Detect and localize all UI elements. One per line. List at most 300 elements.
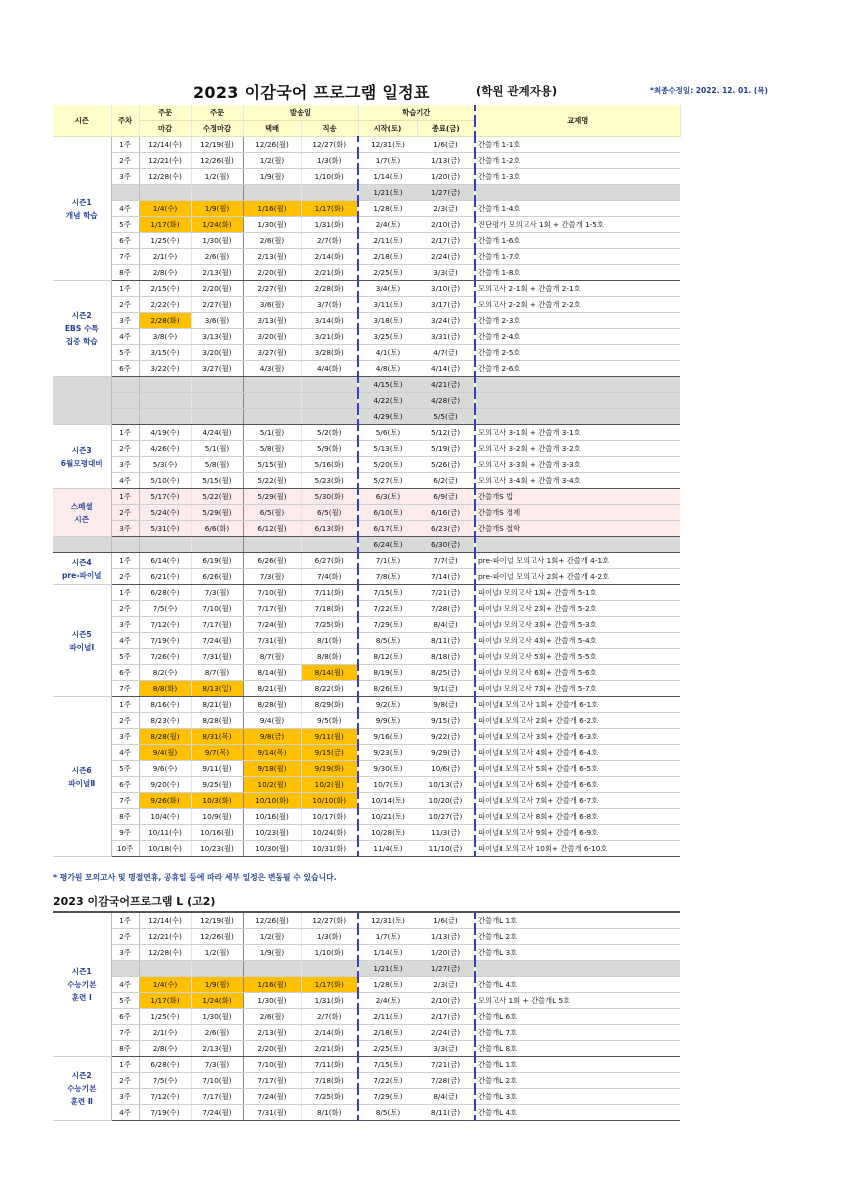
order-deadline-cell: 5/24(수) <box>139 505 191 521</box>
end-date-cell: 10/27(금) <box>417 809 475 825</box>
start-date-cell: 6/10(토) <box>358 505 417 521</box>
modify-deadline-cell: 1/9(월) <box>191 977 243 993</box>
end-date-cell: 1/6(금) <box>417 137 475 153</box>
order-deadline-cell: 12/14(수) <box>139 137 191 153</box>
week-cell <box>111 961 139 977</box>
schedule-row <box>53 977 680 993</box>
week-cell: 1주 <box>111 697 139 713</box>
schedule-row <box>53 217 680 233</box>
modify-deadline-cell: 8/21(월) <box>191 697 243 713</box>
blank-week-row <box>53 377 680 393</box>
end-date-cell: 1/13(금) <box>417 929 475 945</box>
season-label-line: 훈련 Ⅰ <box>71 993 92 1002</box>
start-date-cell: 9/30(토) <box>358 761 417 777</box>
order-deadline-cell: 2/1(수) <box>139 1025 191 1041</box>
start-date-cell: 8/5(토) <box>358 633 417 649</box>
week-cell: 7주 <box>111 1025 139 1041</box>
schedule-row <box>53 825 680 841</box>
week-cell: 5주 <box>111 649 139 665</box>
schedule-row <box>53 489 680 505</box>
order-deadline-cell <box>139 409 191 425</box>
material-cell: 모의고사 2-1회 + 간쓸개 2-1호 <box>475 281 680 297</box>
material-cell <box>475 185 680 201</box>
start-date-cell: 2/25(토) <box>358 1041 417 1057</box>
start-date-cell: 7/15(토) <box>358 585 417 601</box>
order-deadline-cell: 6/28(수) <box>139 585 191 601</box>
season-label-line: 시즌2 <box>71 1071 92 1080</box>
order-deadline-cell: 5/3(수) <box>139 457 191 473</box>
direct-ship-cell: 7/25(화) <box>301 1089 358 1105</box>
modify-deadline-cell <box>191 377 243 393</box>
material-cell: 모의고사 1회 + 간쓸개L 5호 <box>475 993 680 1009</box>
week-cell: 5주 <box>111 761 139 777</box>
direct-ship-cell: 6/5(월) <box>301 505 358 521</box>
season-label-line: 스페셜 <box>70 501 93 511</box>
season-label-line: 시즌4 <box>71 557 92 567</box>
blank-week-row <box>53 537 680 553</box>
blank-week-row <box>53 409 680 425</box>
order-deadline-cell: 7/12(수) <box>139 617 191 633</box>
start-date-cell: 8/26(토) <box>358 681 417 697</box>
end-date-cell: 5/26(금) <box>417 457 475 473</box>
start-date-cell: 7/1(토) <box>358 553 417 569</box>
end-date-cell: 2/3(금) <box>417 201 475 217</box>
season-label-line: 6월모평대비 <box>60 458 103 468</box>
material-cell: 모의고사 3-2회 + 간쓸개 3-2호 <box>475 441 680 457</box>
material-cell: 파이널Ⅱ 모의고사 9회+ 간쓸개 6-9호 <box>475 825 680 841</box>
schedule-row <box>53 569 680 585</box>
header-season: 시즌 <box>53 105 111 137</box>
direct-ship-cell: 10/2(월) <box>301 777 358 793</box>
end-date-cell: 7/7(금) <box>417 553 475 569</box>
schedule-row <box>53 201 680 217</box>
end-date-cell: 3/3(금) <box>417 265 475 281</box>
modify-deadline-cell: 9/25(월) <box>191 777 243 793</box>
material-cell: 파이널Ⅱ 모의고사 4회+ 간쓸개 6-4호 <box>475 745 680 761</box>
order-deadline-cell: 6/28(수) <box>139 1057 191 1073</box>
order-deadline-cell: 2/15(수) <box>139 281 191 297</box>
modify-deadline-cell: 12/26(월) <box>191 929 243 945</box>
week-cell: 2주 <box>111 569 139 585</box>
order-deadline-cell: 7/5(수) <box>139 601 191 617</box>
modify-deadline-cell: 5/29(월) <box>191 505 243 521</box>
direct-ship-cell: 5/16(화) <box>301 457 358 473</box>
direct-ship-cell <box>301 377 358 393</box>
week-cell: 4주 <box>111 473 139 489</box>
courier-ship-cell: 2/6(월) <box>243 1009 301 1025</box>
order-deadline-cell: 8/8(화) <box>139 681 191 697</box>
direct-ship-cell <box>301 409 358 425</box>
week-cell: 1주 <box>111 281 139 297</box>
header-modify-1: 주문 <box>191 105 243 121</box>
week-cell: 10주 <box>111 841 139 857</box>
courier-ship-cell: 2/20(월) <box>243 265 301 281</box>
modify-deadline-cell: 1/24(화) <box>191 217 243 233</box>
schedule-row <box>53 793 680 809</box>
modify-deadline-cell: 2/20(월) <box>191 281 243 297</box>
material-cell: 간쓸개S 경제 <box>475 505 680 521</box>
start-date-cell: 4/29(토) <box>358 409 417 425</box>
end-date-cell: 4/7(금) <box>417 345 475 361</box>
courier-ship-cell: 1/9(월) <box>243 945 301 961</box>
modify-deadline-cell: 7/3(월) <box>191 1057 243 1073</box>
end-date-cell: 3/31(금) <box>417 329 475 345</box>
direct-ship-cell: 1/3(화) <box>301 929 358 945</box>
end-date-cell: 8/18(금) <box>417 649 475 665</box>
modify-deadline-cell: 3/6(월) <box>191 313 243 329</box>
schedule-row <box>53 1009 680 1025</box>
courier-ship-cell: 10/23(월) <box>243 825 301 841</box>
material-cell: 간쓸개 1-8호 <box>475 265 680 281</box>
direct-ship-cell: 8/8(화) <box>301 649 358 665</box>
start-date-cell: 5/13(토) <box>358 441 417 457</box>
material-cell: 간쓸개L 3호 <box>475 945 680 961</box>
schedule-row <box>53 841 680 857</box>
direct-ship-cell: 8/14(월) <box>301 665 358 681</box>
direct-ship-cell: 4/4(화) <box>301 361 358 377</box>
direct-ship-cell <box>301 185 358 201</box>
material-cell: 간쓸개L 7호 <box>475 1025 680 1041</box>
end-date-cell: 8/4(금) <box>417 1089 475 1105</box>
courier-ship-cell <box>243 185 301 201</box>
end-date-cell: 3/10(금) <box>417 281 475 297</box>
start-date-cell: 4/1(토) <box>358 345 417 361</box>
end-date-cell: 2/24(금) <box>417 249 475 265</box>
end-date-cell: 11/3(금) <box>417 825 475 841</box>
week-cell: 2주 <box>111 929 139 945</box>
end-date-cell: 5/5(금) <box>417 409 475 425</box>
season-label-line: 파이널Ⅰ <box>69 642 95 652</box>
direct-ship-cell: 3/14(화) <box>301 313 358 329</box>
direct-ship-cell: 1/10(화) <box>301 169 358 185</box>
start-date-cell: 3/4(토) <box>358 281 417 297</box>
start-date-cell: 1/7(토) <box>358 929 417 945</box>
modify-deadline-cell: 6/26(월) <box>191 569 243 585</box>
schedule-row <box>53 281 680 297</box>
order-deadline-cell <box>139 393 191 409</box>
courier-ship-cell: 2/20(월) <box>243 1041 301 1057</box>
schedule-row <box>53 1105 680 1121</box>
week-cell: 2주 <box>111 1073 139 1089</box>
end-date-cell: 6/16(금) <box>417 505 475 521</box>
material-cell: 간쓸개L 3호 <box>475 1089 680 1105</box>
order-deadline-cell: 3/22(수) <box>139 361 191 377</box>
start-date-cell: 7/22(토) <box>358 1073 417 1089</box>
courier-ship-cell: 8/14(월) <box>243 665 301 681</box>
courier-ship-cell: 5/15(월) <box>243 457 301 473</box>
season-label-line: 집중 학습 <box>65 337 98 346</box>
modify-deadline-cell: 1/2(월) <box>191 169 243 185</box>
direct-ship-cell: 6/13(화) <box>301 521 358 537</box>
season-label-line: 시즌 <box>74 514 90 524</box>
start-date-cell: 12/31(토) <box>358 912 417 929</box>
week-cell: 1주 <box>111 137 139 153</box>
start-date-cell: 2/4(토) <box>358 217 417 233</box>
end-date-cell: 2/10(금) <box>417 217 475 233</box>
direct-ship-cell: 9/19(화) <box>301 761 358 777</box>
end-date-cell: 1/27(금) <box>417 185 475 201</box>
direct-ship-cell: 12/27(화) <box>301 137 358 153</box>
direct-ship-cell: 7/11(화) <box>301 1057 358 1073</box>
courier-ship-cell: 12/26(월) <box>243 137 301 153</box>
order-deadline-cell: 9/4(월) <box>139 745 191 761</box>
material-cell: 간쓸개 1-3호 <box>475 169 680 185</box>
start-date-cell: 1/14(토) <box>358 945 417 961</box>
week-cell <box>111 537 139 553</box>
season-label <box>53 697 111 857</box>
start-date-cell: 9/9(토) <box>358 713 417 729</box>
courier-ship-cell <box>243 393 301 409</box>
order-deadline-cell: 6/14(수) <box>139 553 191 569</box>
program-l-schedule-body <box>53 912 680 1121</box>
last-updated-note: *최종수정일: 2022. 12. 01. (목) <box>650 86 768 95</box>
week-cell: 3주 <box>111 169 139 185</box>
schedule-row <box>53 633 680 649</box>
season-label <box>53 425 111 489</box>
material-cell: 파이널Ⅱ 모의고사 7회+ 간쓸개 6-7호 <box>475 793 680 809</box>
direct-ship-cell: 8/29(화) <box>301 697 358 713</box>
start-date-cell: 1/21(토) <box>358 185 417 201</box>
start-date-cell: 1/14(토) <box>358 169 417 185</box>
end-date-cell: 6/9(금) <box>417 489 475 505</box>
material-cell: 파이널Ⅱ 모의고사 2회+ 간쓸개 6-2호 <box>475 713 680 729</box>
week-cell: 6주 <box>111 361 139 377</box>
order-deadline-cell: 3/8(수) <box>139 329 191 345</box>
courier-ship-cell: 8/7(월) <box>243 649 301 665</box>
order-deadline-cell: 1/17(화) <box>139 993 191 1009</box>
header-start: 시작(토) <box>358 121 417 137</box>
direct-ship-cell: 10/17(화) <box>301 809 358 825</box>
schedule-row <box>53 1073 680 1089</box>
material-cell: 파이널Ⅰ 모의고사 1회+ 간쓸개 5-1호 <box>475 585 680 601</box>
program-l-title: 2023 이감국어프로그램 L (고2) <box>53 895 216 908</box>
end-date-cell: 3/17(금) <box>417 297 475 313</box>
courier-ship-cell: 4/3(월) <box>243 361 301 377</box>
start-date-cell: 6/24(토) <box>358 537 417 553</box>
material-cell: 파이널Ⅱ 모의고사 1회+ 간쓸개 6-1호 <box>475 697 680 713</box>
courier-ship-cell: 10/2(월) <box>243 777 301 793</box>
courier-ship-cell: 5/29(월) <box>243 489 301 505</box>
season-label-line: pre-파이널 <box>62 570 102 580</box>
material-cell: 파이널Ⅱ 모의고사 8회+ 간쓸개 6-8호 <box>475 809 680 825</box>
direct-ship-cell: 9/5(화) <box>301 713 358 729</box>
direct-ship-cell: 2/7(화) <box>301 233 358 249</box>
end-date-cell: 7/28(금) <box>417 601 475 617</box>
order-deadline-cell: 7/26(수) <box>139 649 191 665</box>
week-cell: 7주 <box>111 249 139 265</box>
modify-deadline-cell: 8/31(목) <box>191 729 243 745</box>
courier-ship-cell <box>243 537 301 553</box>
end-date-cell: 7/21(금) <box>417 585 475 601</box>
season-label <box>53 912 111 1057</box>
end-date-cell: 10/20(금) <box>417 793 475 809</box>
week-cell: 1주 <box>111 1057 139 1073</box>
end-date-cell: 11/10(금) <box>417 841 475 857</box>
courier-ship-cell: 7/3(월) <box>243 569 301 585</box>
direct-ship-cell: 3/7(화) <box>301 297 358 313</box>
schedule-row <box>53 777 680 793</box>
courier-ship-cell: 3/13(월) <box>243 313 301 329</box>
material-cell <box>475 409 680 425</box>
blank-week-row <box>53 961 680 977</box>
end-date-cell: 8/11(금) <box>417 1105 475 1121</box>
order-deadline-cell: 7/5(수) <box>139 1073 191 1089</box>
order-deadline-cell: 12/28(수) <box>139 945 191 961</box>
end-date-cell: 3/24(금) <box>417 313 475 329</box>
courier-ship-cell: 6/26(월) <box>243 553 301 569</box>
material-cell: 간쓸개 1-1호 <box>475 137 680 153</box>
schedule-row <box>53 993 680 1009</box>
start-date-cell: 8/12(토) <box>358 649 417 665</box>
order-deadline-cell: 5/10(수) <box>139 473 191 489</box>
courier-ship-cell <box>243 377 301 393</box>
season-label-line: 수능기본 <box>67 980 97 989</box>
material-cell: 파이널Ⅰ 모의고사 5회+ 간쓸개 5-5호 <box>475 649 680 665</box>
week-cell: 5주 <box>111 993 139 1009</box>
modify-deadline-cell: 2/13(월) <box>191 1041 243 1057</box>
modify-deadline-cell: 6/6(화) <box>191 521 243 537</box>
direct-ship-cell: 10/10(화) <box>301 793 358 809</box>
end-date-cell: 7/14(금) <box>417 569 475 585</box>
direct-ship-cell <box>301 537 358 553</box>
schedule-row <box>53 681 680 697</box>
end-date-cell: 1/20(금) <box>417 169 475 185</box>
order-deadline-cell: 9/6(수) <box>139 761 191 777</box>
week-cell: 2주 <box>111 601 139 617</box>
courier-ship-cell: 10/10(화) <box>243 793 301 809</box>
schedule-row <box>53 473 680 489</box>
courier-ship-cell <box>243 409 301 425</box>
courier-ship-cell: 7/24(월) <box>243 617 301 633</box>
modify-deadline-cell: 5/8(월) <box>191 457 243 473</box>
end-date-cell: 1/27(금) <box>417 961 475 977</box>
courier-ship-cell: 1/30(월) <box>243 217 301 233</box>
start-date-cell: 10/7(토) <box>358 777 417 793</box>
order-deadline-cell: 1/4(수) <box>139 977 191 993</box>
order-deadline-cell: 2/22(수) <box>139 297 191 313</box>
start-date-cell: 3/25(토) <box>358 329 417 345</box>
modify-deadline-cell: 1/30(월) <box>191 233 243 249</box>
material-cell: 간쓸개 1-4호 <box>475 201 680 217</box>
modify-deadline-cell: 7/31(월) <box>191 649 243 665</box>
start-date-cell: 8/5(토) <box>358 1105 417 1121</box>
table-header-row-1 <box>53 105 680 121</box>
direct-ship-cell <box>301 393 358 409</box>
direct-ship-cell: 7/11(화) <box>301 585 358 601</box>
modify-deadline-cell: 3/27(월) <box>191 361 243 377</box>
direct-ship-cell: 5/23(화) <box>301 473 358 489</box>
start-date-cell: 4/8(토) <box>358 361 417 377</box>
modify-deadline-cell: 8/7(월) <box>191 665 243 681</box>
direct-ship-cell: 1/3(화) <box>301 153 358 169</box>
week-cell <box>111 377 139 393</box>
modify-deadline-cell: 5/22(월) <box>191 489 243 505</box>
schedule-row <box>53 617 680 633</box>
direct-ship-cell: 8/1(화) <box>301 1105 358 1121</box>
material-cell: 간쓸개L 6호 <box>475 1009 680 1025</box>
direct-ship-cell: 2/21(화) <box>301 265 358 281</box>
end-date-cell: 2/17(금) <box>417 233 475 249</box>
week-cell: 1주 <box>111 585 139 601</box>
end-date-cell: 4/14(금) <box>417 361 475 377</box>
main-schedule-body <box>53 137 680 857</box>
material-cell: 간쓸개S 철학 <box>475 521 680 537</box>
direct-ship-cell: 1/10(화) <box>301 945 358 961</box>
direct-ship-cell <box>301 961 358 977</box>
week-cell: 2주 <box>111 441 139 457</box>
material-cell: 모의고사 2-2회 + 간쓸개 2-2호 <box>475 297 680 313</box>
direct-ship-cell: 8/22(화) <box>301 681 358 697</box>
start-date-cell: 1/21(토) <box>358 961 417 977</box>
direct-ship-cell: 9/11(월) <box>301 729 358 745</box>
courier-ship-cell: 10/16(월) <box>243 809 301 825</box>
modify-deadline-cell: 2/6(월) <box>191 249 243 265</box>
modify-deadline-cell: 3/13(월) <box>191 329 243 345</box>
start-date-cell: 5/20(토) <box>358 457 417 473</box>
schedule-row <box>53 761 680 777</box>
start-date-cell: 2/18(토) <box>358 249 417 265</box>
schedule-row <box>53 265 680 281</box>
modify-deadline-cell <box>191 393 243 409</box>
week-cell: 4주 <box>111 201 139 217</box>
courier-ship-cell: 1/9(월) <box>243 169 301 185</box>
end-date-cell: 4/21(금) <box>417 377 475 393</box>
courier-ship-cell: 12/26(월) <box>243 912 301 929</box>
week-cell: 9주 <box>111 825 139 841</box>
courier-ship-cell: 8/21(월) <box>243 681 301 697</box>
courier-ship-cell: 6/12(월) <box>243 521 301 537</box>
order-deadline-cell: 1/4(수) <box>139 201 191 217</box>
material-cell <box>475 377 680 393</box>
material-cell <box>475 961 680 977</box>
schedule-row <box>53 713 680 729</box>
header-material: 교재명 <box>475 105 680 137</box>
order-deadline-cell: 12/14(수) <box>139 912 191 929</box>
order-deadline-cell: 12/21(수) <box>139 929 191 945</box>
modify-deadline-cell: 4/24(월) <box>191 425 243 441</box>
schedule-row <box>53 745 680 761</box>
modify-deadline-cell: 7/24(월) <box>191 633 243 649</box>
end-date-cell: 10/13(금) <box>417 777 475 793</box>
week-cell: 2주 <box>111 153 139 169</box>
modify-deadline-cell: 2/13(월) <box>191 265 243 281</box>
week-cell: 4주 <box>111 745 139 761</box>
courier-ship-cell: 7/24(월) <box>243 1089 301 1105</box>
material-cell: 파이널Ⅱ 모의고사 5회+ 간쓸개 6-5호 <box>475 761 680 777</box>
season-label-line: 개념 학습 <box>65 210 98 220</box>
start-date-cell: 3/18(토) <box>358 313 417 329</box>
material-cell: 파이널Ⅰ 모의고사 2회+ 간쓸개 5-2호 <box>475 601 680 617</box>
week-cell: 7주 <box>111 681 139 697</box>
schedule-row <box>53 457 680 473</box>
end-date-cell: 5/19(금) <box>417 441 475 457</box>
direct-ship-cell: 1/17(화) <box>301 201 358 217</box>
blank-week-row <box>53 393 680 409</box>
direct-ship-cell: 10/31(화) <box>301 841 358 857</box>
header-ship-courier: 택배 <box>243 121 301 137</box>
direct-ship-cell: 12/27(화) <box>301 912 358 929</box>
schedule-change-note: * 평가원 모의고사 및 명절연휴, 공휴일 등에 따라 세부 일정은 변동될 수 있습니다. <box>53 873 337 882</box>
week-cell: 4주 <box>111 633 139 649</box>
direct-ship-cell: 1/17(화) <box>301 977 358 993</box>
courier-ship-cell: 3/20(월) <box>243 329 301 345</box>
order-deadline-cell: 9/20(수) <box>139 777 191 793</box>
season-label-line: 훈련 Ⅱ <box>70 1097 93 1106</box>
schedule-row <box>53 585 680 601</box>
end-date-cell: 9/1(금) <box>417 681 475 697</box>
order-deadline-cell: 1/25(수) <box>139 233 191 249</box>
material-cell: 간쓸개S 법 <box>475 489 680 505</box>
